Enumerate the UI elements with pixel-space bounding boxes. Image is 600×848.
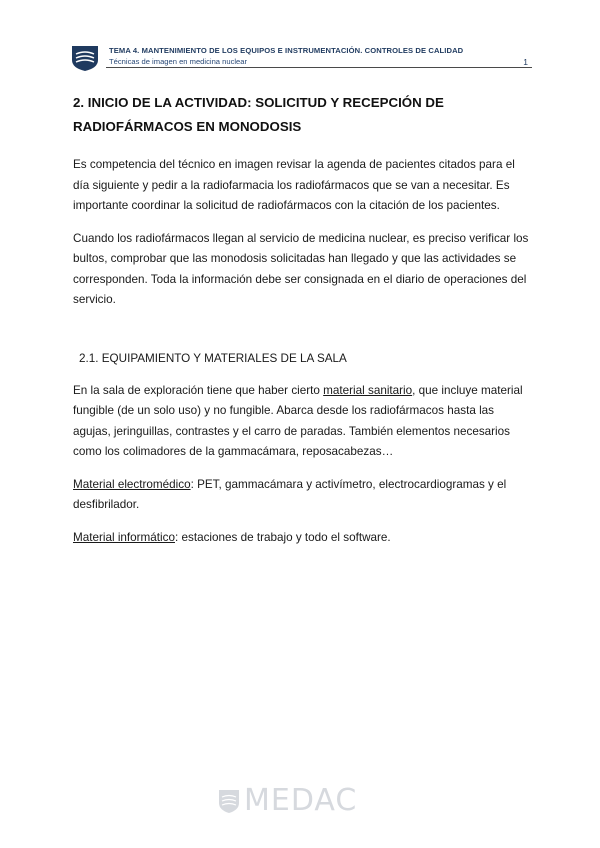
document-body [73, 91, 529, 560]
medac-watermark-icon [218, 788, 240, 814]
p1-text-before: En la sala de exploración tiene que haber cierto [73, 383, 324, 397]
subsection-paragraph-2 [73, 475, 529, 516]
p2-text-after: : PET, gammacámara y activímetro, electrocardiogramas y el desfibrilador. [73, 477, 507, 511]
medac-shield-logo-icon [70, 42, 100, 72]
header-subtitle: Técnicas de imagen en medicina nuclear [109, 57, 248, 66]
page-header [70, 42, 532, 74]
section-paragraph-1: Es competencia del técnico en imagen revisar la agenda de pacientes citados para el día siguiente y pedir a la radiofarmacia los radiofármacos que se van a necesitar. Es importante coordinar la solicitud de radiofármacos con la citación de los pacientes. [73, 158, 515, 212]
p1-text-after: , que incluye material fungible (de un solo uso) y no fungible. Abarca desde los radiofármacos hasta las agujas, jeringuillas, contrastes y el carro de paradas. También elementos necesarios como los colimadores de la gammacámara, reposacabezas… [73, 383, 523, 458]
p3-text-after: : estaciones de trabajo y todo el software. [174, 530, 391, 544]
header-text [109, 46, 463, 66]
section-title: 2. INICIO DE LA ACTIVIDAD: SOLICITUD Y RECEPCIÓN DE RADIOFÁRMACOS EN MONODOSIS [73, 95, 444, 134]
header-title: TEMA 4. MANTENIMIENTO DE LOS EQUIPOS E INSTRUMENTACIÓN. CONTROLES DE CALIDAD [109, 46, 464, 55]
page-number: 1 [523, 57, 528, 67]
term-material-informatico: Material informático [73, 530, 175, 544]
subsection-paragraph-1 [73, 381, 529, 463]
term-material-sanitario: material sanitario [323, 383, 413, 397]
term-material-electromedico: Material electromédico [73, 477, 191, 491]
subsection-paragraph-3 [73, 528, 529, 549]
subsection-title: 2.1. EQUIPAMIENTO Y MATERIALES DE LA SALA [79, 351, 347, 365]
section-paragraph-2: Cuando los radiofármacos llegan al servicio de medicina nuclear, es preciso verificar los bultos, comprobar que las monodosis solicitadas han llegado y que las actividades se corresponden. Toda la información debe ser consignada en el diario de operaciones del servicio. [73, 231, 529, 306]
header-divider [106, 67, 532, 68]
footer-watermark [218, 785, 374, 819]
footer-brand: MEDAC [244, 783, 358, 818]
